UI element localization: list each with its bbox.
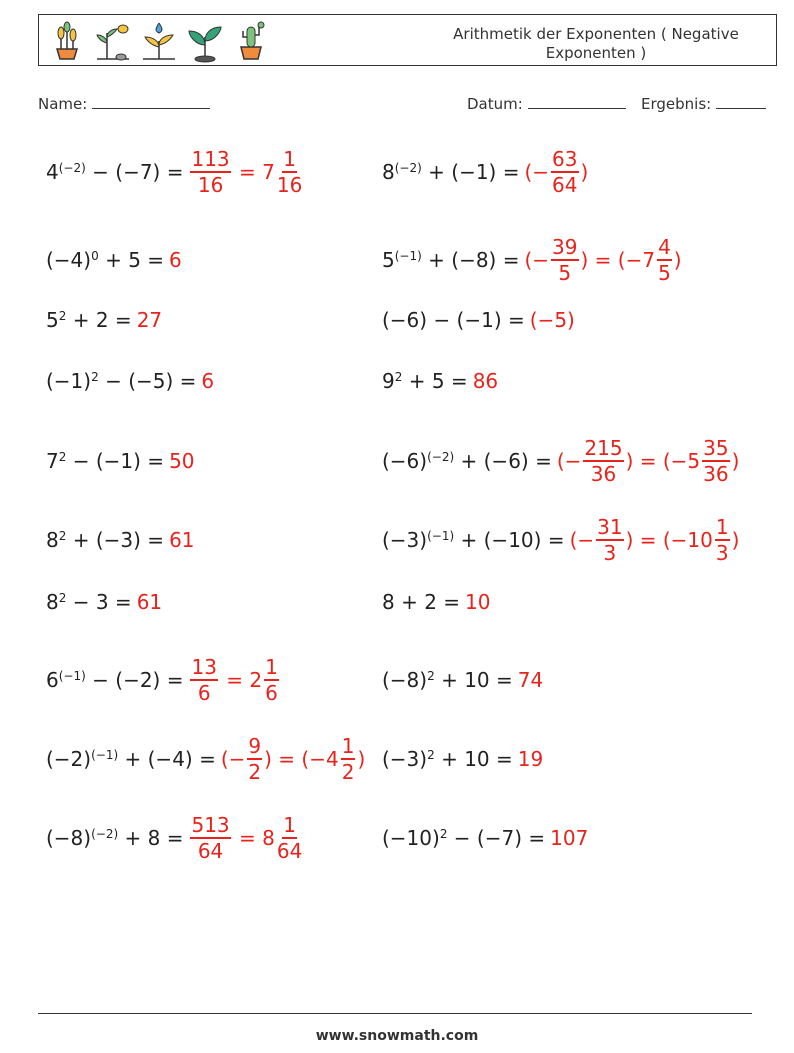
problem-answer: 6	[169, 248, 182, 272]
problem-answer: 6	[201, 369, 215, 393]
problem-left-5	[46, 431, 195, 491]
problem-answer: (− $\frac{63}{64}$ )	[524, 147, 589, 197]
result-blank[interactable]	[716, 94, 766, 109]
problem-left-4	[46, 351, 214, 411]
name-field[interactable]	[38, 94, 210, 113]
fraction: $\frac{13}{6}$	[191, 655, 217, 705]
fraction: $\frac{1}{3}$	[715, 515, 729, 565]
problem-answer: 74	[517, 668, 544, 692]
problem-question: (−2) $^{(-1)}$ + (−4) =	[46, 747, 216, 771]
problem-left-6	[46, 510, 195, 570]
date-label: Datum:	[467, 95, 523, 113]
fraction: $\frac{1}{64}$	[276, 813, 303, 863]
footer-url: www.snowmath.com	[315, 1028, 479, 1044]
problem-right-8	[382, 650, 543, 710]
problem-question: (−8) $^2$ + 10 =	[382, 668, 513, 692]
problem-answer: 61	[136, 590, 163, 614]
fraction: $\frac{31}{3}$	[597, 515, 623, 565]
problem-question: (−8) $^{(-2)}$ + 8 =	[46, 826, 184, 850]
problem-left-2	[46, 230, 182, 290]
date-field[interactable]	[467, 94, 626, 113]
seedling-drop-icon	[139, 19, 179, 63]
result-label: Ergebnis:	[641, 95, 712, 113]
problem-question: (−3) $^{(-1)}$ + (−10) =	[382, 528, 565, 552]
problem-question: 8 $^2$ − 3 =	[46, 590, 132, 614]
problem-left-10	[46, 808, 304, 868]
problem-left-9	[46, 729, 365, 789]
problem-right-10	[382, 808, 588, 868]
cactus-pot-icon	[231, 19, 271, 63]
fraction: $\frac{4}{5}$	[658, 235, 671, 285]
fraction: $\frac{1}{16}$	[276, 147, 303, 197]
problem-question: (−1) $^2$ − (−5) =	[46, 369, 197, 393]
name-label: Name:	[38, 95, 88, 113]
fraction: $\frac{1}{2}$	[341, 734, 355, 784]
problem-question: (−10) $^2$ − (−7) =	[382, 826, 546, 850]
problem-answer: 27	[136, 308, 163, 332]
footer-divider	[38, 1013, 752, 1014]
fraction: $\frac{35}{36}$	[703, 436, 729, 486]
problem-answer: 86	[472, 369, 499, 393]
fraction: $\frac{1}{6}$	[265, 655, 278, 705]
problem-answer: $\frac{513}{64}$ = 8 $\frac{1}{64}$	[191, 813, 303, 863]
fraction: $\frac{9}{2}$	[248, 734, 262, 784]
problem-answer: (− $\frac{9}{2}$ ) = (−4 $\frac{1}{2}$ )	[220, 734, 366, 784]
worksheet-title: Arithmetik der Exponenten ( Negative Exponenten )	[453, 25, 739, 62]
problem-question: 5 $^2$ + 2 =	[46, 308, 132, 332]
problem-right-9	[382, 729, 543, 789]
problem-question: 8 $^2$ + (−3) =	[46, 528, 165, 552]
problem-answer: 10	[465, 590, 491, 614]
sprout-icon	[185, 19, 225, 63]
problem-answer: 61	[169, 528, 195, 552]
problem-question: (−3) $^2$ + 10 =	[382, 747, 513, 771]
problem-right-3	[382, 290, 575, 350]
problem-question: 6 $^{(-1)}$ − (−2) =	[46, 668, 184, 692]
problem-answer: (− $\frac{215}{36}$ ) = (−5 $\frac{35}{36}$ )	[556, 436, 740, 486]
worksheet-header	[38, 14, 777, 66]
problem-left-8	[46, 650, 281, 710]
problem-right-1	[382, 142, 588, 202]
name-blank[interactable]	[92, 94, 210, 109]
fraction: $\frac{513}{64}$	[191, 813, 230, 863]
problem-left-3	[46, 290, 162, 350]
problem-answer: (− $\frac{31}{3}$ ) = (−10 $\frac{1}{3}$ )	[569, 515, 740, 565]
problem-answer: $\frac{13}{6}$ = 2 $\frac{1}{6}$	[191, 655, 278, 705]
problem-right-4	[382, 351, 498, 411]
problem-question: 9 $^2$ + 5 =	[382, 369, 468, 393]
problem-right-5	[382, 431, 739, 491]
problem-question: 7 $^2$ − (−1) =	[46, 449, 165, 473]
problem-answer: (− $\frac{39}{5}$ ) = (−7 $\frac{4}{5}$ )	[524, 235, 682, 285]
problem-question: 5 $^{(-1)}$ + (−8) =	[382, 248, 520, 272]
date-blank[interactable]	[528, 94, 626, 109]
problem-answer: $\frac{113}{16}$ = 7 $\frac{1}{16}$	[191, 147, 303, 197]
fraction: $\frac{63}{64}$	[552, 147, 578, 197]
problem-right-7	[382, 572, 491, 632]
problem-answer: (−5)	[529, 308, 575, 332]
result-field[interactable]	[641, 94, 766, 113]
problem-question: 4 $^{(-2)}$ − (−7) =	[46, 160, 184, 184]
potted-plant-icon	[47, 19, 87, 63]
fraction: $\frac{39}{5}$	[552, 235, 578, 285]
problem-right-6	[382, 510, 739, 570]
fraction: $\frac{215}{36}$	[584, 436, 623, 486]
problem-answer: 50	[169, 449, 195, 473]
fraction: $\frac{113}{16}$	[191, 147, 230, 197]
problem-question: 8 + 2 =	[382, 590, 461, 614]
problem-answer: 107	[550, 826, 589, 850]
problem-answer: 19	[517, 747, 544, 771]
problem-left-7	[46, 572, 162, 632]
problem-question: (−6) − (−1) =	[382, 308, 525, 332]
problem-left-1	[46, 142, 304, 202]
header-icons	[47, 19, 271, 63]
problem-question: 8 $^{(-2)}$ + (−1) =	[382, 160, 520, 184]
problem-question: (−4) $^0$ + 5 =	[46, 248, 165, 272]
problem-right-2	[382, 230, 682, 290]
seedling-bee-icon	[93, 19, 133, 63]
problem-question: (−6) $^{(-2)}$ + (−6) =	[382, 449, 552, 473]
